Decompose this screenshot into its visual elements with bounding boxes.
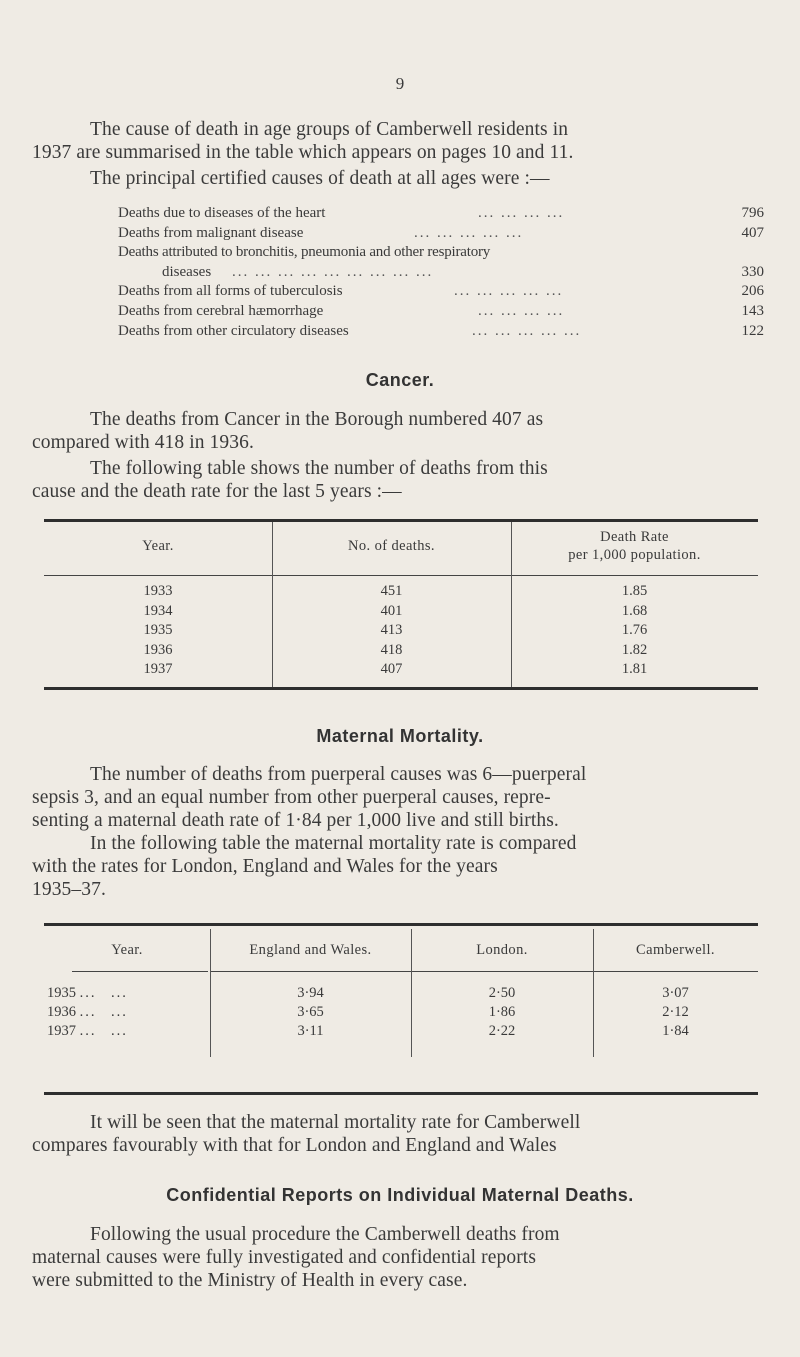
table-col-year <box>44 582 272 680</box>
conclusion-paragraph <box>32 1111 760 1157</box>
causes-list <box>118 204 764 341</box>
rate-cell: 3·07 <box>662 985 689 1001</box>
deaths-cell: 413 <box>380 622 403 638</box>
deaths-cell: 407 <box>380 661 403 677</box>
year-cell: 1936 <box>143 641 173 658</box>
table-top-rule <box>44 519 758 522</box>
year-cell: 1933 <box>143 583 173 599</box>
cancer-line: The following table shows the number of deaths from this <box>90 458 548 479</box>
year-cell: 1937 <box>143 661 173 677</box>
cause-label: Deaths from all forms of tuberculosis <box>118 283 343 300</box>
maternal-line: senting a maternal death rate of 1·84 per 1,000 live and still births. <box>32 810 559 831</box>
table-header-rule <box>72 971 208 972</box>
cause-value: 796 <box>741 205 764 221</box>
confidential-line: Following the usual procedure the Camberwell deaths from <box>90 1224 560 1245</box>
section-heading-maternal: Maternal Mortality. <box>316 726 484 746</box>
confidential-line: were submitted to the Ministry of Health in every case. <box>32 1270 468 1291</box>
cancer-line: The deaths from Cancer in the Borough numbered 407 as <box>90 409 544 430</box>
intro-line: The cause of death in age groups of Camberwell residents in <box>90 119 569 140</box>
cause-label: Deaths from other circulatory diseases <box>118 322 349 339</box>
confidential-paragraph <box>32 1223 760 1292</box>
table-header-rule <box>44 575 758 576</box>
cancer-line: cause and the death rate for the last 5 years :— <box>32 481 402 502</box>
year-cell <box>47 984 128 1003</box>
cause-row <box>118 224 764 244</box>
rate-cell: 3·11 <box>297 1023 324 1039</box>
header-deaths: No. of deaths. <box>348 538 435 554</box>
cause-row <box>118 302 764 322</box>
leader-dots: ... <box>111 985 128 1001</box>
rate-cell: 1.81 <box>621 661 648 677</box>
table-col-camberwell <box>593 984 758 1041</box>
cancer-line: compared with 418 in 1936. <box>32 432 254 453</box>
header-year: Year. <box>111 942 143 958</box>
rate-cell: 2·22 <box>488 1023 516 1039</box>
leader-dots: ... ... ... ... <box>478 205 565 221</box>
header-year: Year. <box>142 538 174 554</box>
header-england-wales: England and Wales. <box>249 942 372 958</box>
rate-cell: 1·86 <box>488 1004 516 1020</box>
rate-cell: 2·50 <box>488 985 516 1001</box>
cause-value: 122 <box>741 322 764 339</box>
header-camberwell: Camberwell. <box>636 942 715 958</box>
header-rate-sub: per 1,000 population. <box>568 547 701 563</box>
header-london: London. <box>476 942 528 958</box>
table-bottom-rule <box>44 687 758 690</box>
maternal-line: The number of deaths from puerperal causes was 6—puerperal <box>90 764 587 785</box>
maternal-paragraph <box>32 763 760 901</box>
rate-cell: 3·94 <box>297 985 324 1001</box>
confidential-line: maternal causes were fully investigated and confidential reports <box>32 1247 537 1268</box>
page-number: 9 <box>395 74 405 93</box>
cause-row <box>118 322 764 342</box>
cause-label: Deaths due to diseases of the heart <box>118 205 326 221</box>
year-value: 1935 <box>47 985 76 1001</box>
leader-dots: ... <box>79 1004 97 1020</box>
header-rate: Death Rate <box>600 529 669 545</box>
table-header-rule <box>210 971 758 972</box>
maternal-line: with the rates for London, England and Wales for the years <box>32 856 498 877</box>
maternal-line: sepsis 3, and an equal number from other puerperal causes, repre- <box>32 787 551 808</box>
cause-label: Deaths attributed to bronchitis, pneumonia and other respiratory <box>118 244 491 261</box>
rate-cell: 1.76 <box>621 622 648 638</box>
cause-row <box>118 282 764 302</box>
deaths-cell: 418 <box>380 641 403 658</box>
cause-row <box>118 243 764 263</box>
year-cell <box>47 1022 128 1041</box>
table-col-rate <box>511 582 758 680</box>
rate-cell: 2·12 <box>662 1004 689 1020</box>
intro-line: 1937 are summarised in the table which appears on pages 10 and 11. <box>32 142 574 163</box>
table-col-london <box>411 984 593 1041</box>
year-cell <box>47 1003 128 1022</box>
leader-dots: ... ... ... ... <box>478 302 565 319</box>
rate-cell: 1·84 <box>662 1023 689 1039</box>
maternal-table <box>44 923 758 1097</box>
table-bottom-rule <box>44 1092 758 1095</box>
section-heading-cancer: Cancer. <box>365 370 435 390</box>
rate-cell: 1.82 <box>621 641 648 658</box>
leader-dots: ... <box>79 985 97 1001</box>
conclusion-line: It will be seen that the maternal mortality rate for Camberwell <box>90 1112 581 1133</box>
intro-paragraph <box>32 118 760 190</box>
cancer-table <box>44 519 758 691</box>
section-heading-confidential: Confidential Reports on Individual Maternal Deaths. <box>166 1185 634 1205</box>
leader-dots: ... ... ... ... ... <box>454 283 564 300</box>
cause-value: 330 <box>741 263 764 280</box>
maternal-line: In the following table the maternal mortality rate is compared <box>90 833 577 854</box>
cause-label: Deaths from cerebral hæmorrhage <box>118 302 324 319</box>
intro-line: The principal certified causes of death at all ages were :— <box>90 168 550 189</box>
leader-dots: ... <box>79 1023 97 1039</box>
cause-label: Deaths from malignant disease <box>118 224 304 241</box>
year-value: 1937 <box>47 1023 76 1039</box>
leader-dots: ... ... ... ... ... ... ... ... ... <box>232 263 434 280</box>
cause-value: 407 <box>741 224 764 241</box>
rate-cell: 1.68 <box>621 602 648 619</box>
leader-dots: ... <box>111 1023 128 1039</box>
cause-label: diseases <box>162 263 212 280</box>
rate-cell: 1.85 <box>621 583 648 599</box>
table-col-england-wales <box>210 984 411 1041</box>
leader-dots: ... ... ... ... ... <box>414 224 524 241</box>
deaths-cell: 401 <box>380 602 403 619</box>
table-top-rule <box>44 923 758 926</box>
rate-cell: 3·65 <box>297 1004 324 1020</box>
year-cell: 1935 <box>143 622 173 638</box>
table-col-deaths <box>272 582 511 680</box>
cause-value: 143 <box>741 302 764 319</box>
cause-row <box>118 204 764 224</box>
leader-dots: ... ... ... ... ... <box>472 322 582 339</box>
cause-value: 206 <box>741 283 764 300</box>
deaths-cell: 451 <box>380 583 403 599</box>
maternal-line: 1935–37. <box>32 879 106 900</box>
cancer-paragraph <box>32 408 760 503</box>
table-col-year <box>47 984 128 1041</box>
leader-dots: ... <box>111 1004 128 1020</box>
year-value: 1936 <box>47 1004 76 1020</box>
cause-row <box>118 263 764 283</box>
year-cell: 1934 <box>143 602 173 619</box>
conclusion-line: compares favourably with that for London and England and Wales <box>32 1135 557 1156</box>
